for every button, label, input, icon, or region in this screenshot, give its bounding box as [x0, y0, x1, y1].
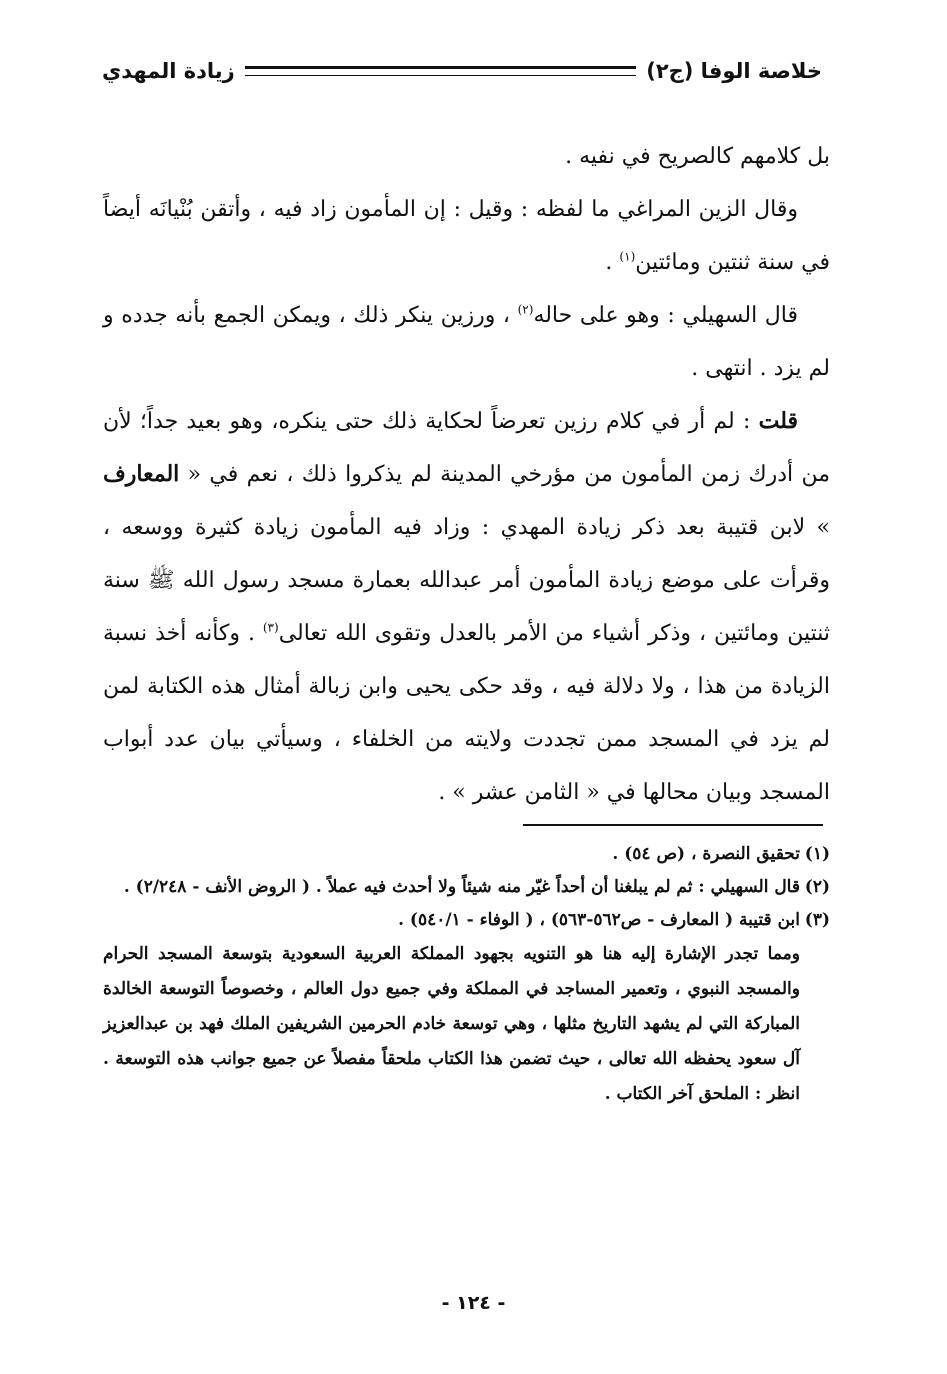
paragraph-2: [103, 183, 830, 289]
footnotes: [103, 838, 830, 1112]
footnote-ref-1: (١): [619, 249, 636, 264]
paragraph-4: [103, 395, 830, 819]
footnote-3: [103, 904, 830, 937]
running-header: [102, 54, 822, 88]
footnote-1-text: تحقيق النصرة ، (ص ٥٤) .: [612, 844, 800, 864]
footnote-separator: [523, 824, 823, 826]
paragraph-4-text-c: . وكأنه أخذ نسبة الزيادة من هذا ، ولا دلالة فيه ، وقد حكى يحيى وابن زبالة أمثال هذه الكتابة لمن لم يزد في المسجد ممن تجددت ولايته من الخلفاء ، وسيأتي بيان عدد أبواب المسجد وبيان محالها في « الثامن عشر » .: [103, 621, 830, 805]
footnote-3-note: ومما تجدر الإشارة إليه هنا هو التنويه بجهود المملكة العربية السعودية بتوسعة المسجد الحرام والمسجد النبوي ، وتعمير المساجد في المملكة وفي جميع دول العالم ، وخصوصاً التوسعة الخالدة المباركة التي لم يشهد التاريخ مثلها ، وهي توسعة خادم الحرمين الشريفين الملك فهد بن عبدالعزيز آل سعود يحفظه الله تعالى ، حيث تضمن هذا الكتاب ملحقاً مفصلاً عن جميع جوانب هذه التوسعة . انظر : الملحق آخر الكتاب .: [103, 944, 800, 1104]
paragraph-2-text: وقال الزين المراغي ما لفظه : وقيل : إن المأمون زاد فيه ، وأتقن بُنْيانَه أيضاً في سنة ثنتين ومائتين: [103, 197, 830, 275]
qultu-label: قلت: [758, 408, 798, 434]
paragraph-3-text-a: قال السهيلي : وهو على حاله: [533, 303, 798, 328]
footnote-2-text: قال السهيلي : ثم لم يبلغنا أن أحداً غيّر منه شيئاً ولا أحدث فيه عملاً . ( الروض الأنف - ٢/٢٤٨) .: [123, 877, 800, 897]
footnote-2: [103, 871, 830, 904]
footnote-ref-3: (٣): [262, 620, 279, 635]
header-chapter-title: زيادة المهدي: [102, 59, 235, 83]
paragraph-3-text-b: ، ورزين ينكر ذلك ، ويمكن الجمع بأنه جدده و لم يزد . انتهى .: [103, 303, 830, 381]
footnote-ref-2: (٢): [517, 302, 534, 317]
header-book-title: خلاصة الوفا (ج٢): [646, 59, 822, 83]
paragraph-1: [103, 130, 830, 183]
header-rule: [245, 66, 636, 76]
main-text: [103, 130, 830, 819]
page-number: - ١٢٤ -: [441, 1292, 506, 1314]
footnote-1: [103, 838, 830, 871]
paragraph-3: [103, 289, 830, 395]
paragraph-2-end: .: [605, 250, 620, 275]
footnote-1-number: (١): [804, 844, 830, 864]
footnote-3-number: (٣): [804, 910, 830, 930]
footnote-2-number: (٢): [804, 877, 830, 897]
paragraph-4-text-a: : لم أر في كلام رزين تعرضاً لحكاية ذلك حتى ينكره، وهو بعيد جداً؛ لأن من أدرك زمن المأمون من مؤرخي المدينة لم يذكروا ذلك ، نعم في «: [103, 409, 830, 487]
book-title-maarif: المعارف: [103, 461, 180, 487]
footnote-3-text: ابن قتيبة ( المعارف - ص٥٦٢-٥٦٣) ، ( الوفاء - ٥٤٠/١) .: [398, 910, 800, 930]
paragraph-4-text-b: » لابن قتيبة بعد ذكر زيادة المهدي : وزاد فيه المأمون زيادة كثيرة ووسعه ، وقرأت على موضع زيادة المأمون أمر عبدالله بعمارة مسجد رسول الله ﷺ سنة ثنتين ومائتين ، وذكر أشياء من الأمر بالعدل وتقوى الله تعالى: [103, 515, 830, 646]
paragraph-1-text: بل كلامهم كالصريح في نفيه .: [565, 144, 830, 169]
